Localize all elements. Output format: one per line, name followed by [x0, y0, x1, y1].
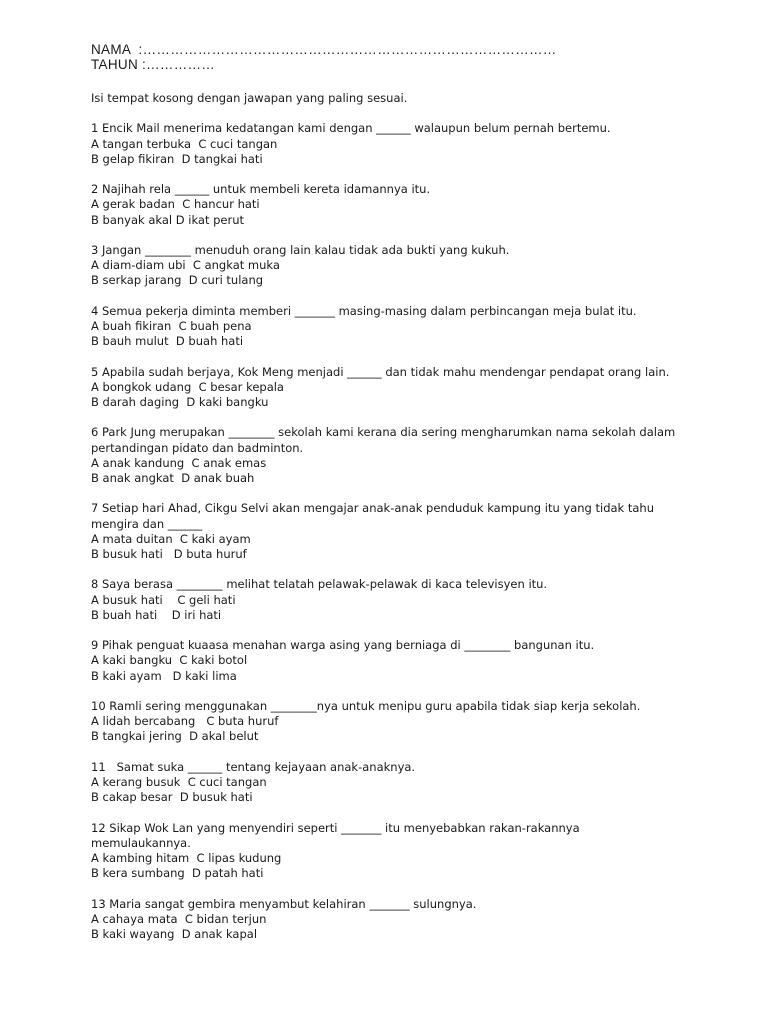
answer-options-line: B bauh mulut D buah hati: [91, 334, 244, 349]
answer-options-line: A bongkok udang C besar kepala: [91, 379, 284, 394]
question-item: [91, 577, 731, 623]
answer-options-line: A gerak badan C hancur hati: [91, 197, 260, 212]
question-stem-line: 1 Encik Mail menerima kedatangan kami dengan ______ walaupun belum pernah bertemu.: [91, 121, 611, 136]
answer-options-line: B kera sumbang D patah hati: [91, 866, 264, 881]
answer-options-line: A anak kandung C anak emas: [91, 455, 267, 470]
answer-options-line: B serkap jarang D curi tulang: [91, 273, 264, 288]
question-item: [91, 365, 731, 411]
question-item: [91, 501, 731, 562]
instruction-text: Isi tempat kosong dengan jawapan yang paling sesuai.: [91, 91, 408, 105]
answer-options-line: B busuk hati D buta huruf: [91, 546, 247, 561]
question-item: [91, 638, 731, 684]
question-item: [91, 425, 731, 486]
question-item: [91, 821, 731, 882]
question-stem-line: 13 Maria sangat gembira menyambut kelahiran _______ sulungnya.: [91, 896, 477, 911]
question-stem-line: pertandingan pidato dan badminton.: [91, 440, 304, 455]
question-stem-line: 12 Sikap Wok Lan yang menyendiri seperti _______ itu menyebabkan rakan-rakannya: [91, 820, 580, 835]
answer-options-line: A kambing hitam C lipas kudung: [91, 850, 282, 865]
nama-field-line: NAMA :………………………………………………………………………………: [91, 42, 557, 57]
answer-options-line: A lidah bercabang C buta huruf: [91, 714, 279, 729]
question-item: [91, 304, 731, 350]
question-stem-line: 10 Ramli sering menggunakan ________nya untuk menipu guru apabila tidak siap kerja sekolah.: [91, 698, 641, 713]
worksheet: [91, 42, 731, 942]
answer-options-line: B anak angkat D anak buah: [91, 470, 255, 485]
answer-options-line: B kaki wayang D anak kapal: [91, 926, 258, 941]
answer-options-line: A kaki bangku C kaki botol: [91, 653, 248, 668]
question-item: [91, 243, 731, 289]
answer-options-line: B buah hati D iri hati: [91, 607, 222, 622]
tahun-field-line: TAHUN :……………: [91, 57, 216, 72]
answer-options-line: A mata duitan C kaki ayam: [91, 531, 251, 546]
answer-options-line: A diam-diam ubi C angkat muka: [91, 258, 280, 273]
answer-options-line: B tangkai jering D akal belut: [91, 729, 259, 744]
question-stem-line: 4 Semua pekerja diminta memberi _______ masing-masing dalam perbincangan meja bulat itu.: [91, 303, 637, 318]
question-stem-line: 5 Apabila sudah berjaya, Kok Meng menjadi ______ dan tidak mahu mendengar pendapat orang lain.: [91, 364, 670, 379]
question-stem-line: 3 Jangan ________ menuduh orang lain kalau tidak ada bukti yang kukuh.: [91, 242, 510, 257]
answer-options-line: A kerang busuk C cuci tangan: [91, 774, 267, 789]
answer-options-line: A buah fikiran C buah pena: [91, 318, 252, 333]
answer-options-line: B banyak akal D ikat perut: [91, 212, 245, 227]
question-item: [91, 182, 731, 228]
question-item: [91, 760, 731, 806]
question-stem-line: 6 Park Jung merupakan ________ sekolah kami kerana dia sering mengharumkan nama sekolah dalam: [91, 425, 676, 440]
question-item: [91, 897, 731, 943]
answer-options-line: B cakap besar D busuk hati: [91, 790, 253, 805]
answer-options-line: A tangan terbuka C cuci tangan: [91, 136, 278, 151]
answer-options-line: B gelap fikiran D tangkai hati: [91, 151, 263, 166]
answer-options-line: A cahaya mata C bidan terjun: [91, 911, 267, 926]
question-stem-line: mengira dan ______: [91, 516, 203, 531]
question-stem-line: memulaukannya.: [91, 835, 191, 850]
question-item: [91, 699, 731, 745]
answer-options-line: A busuk hati C geli hati: [91, 592, 236, 607]
question-stem-line: 9 Pihak penguat kuaasa menahan warga asing yang berniaga di ________ bangunan itu.: [91, 638, 595, 653]
question-stem-line: 2 Najihah rela ______ untuk membeli kereta idamannya itu.: [91, 182, 431, 197]
question-list: [91, 121, 731, 942]
question-stem-line: 7 Setiap hari Ahad, Cikgu Selvi akan mengajar anak-anak penduduk kampung itu yang tidak tahu: [91, 501, 655, 516]
question-stem-line: 8 Saya berasa ________ melihat telatah pelawak-pelawak di kaca televisyen itu.: [91, 577, 548, 592]
question-item: [91, 121, 731, 167]
question-stem-line: 11 Samat suka ______ tentang kejayaan anak-anaknya.: [91, 759, 416, 774]
answer-options-line: B darah daging D kaki bangku: [91, 394, 269, 409]
answer-options-line: B kaki ayam D kaki lima: [91, 668, 237, 683]
